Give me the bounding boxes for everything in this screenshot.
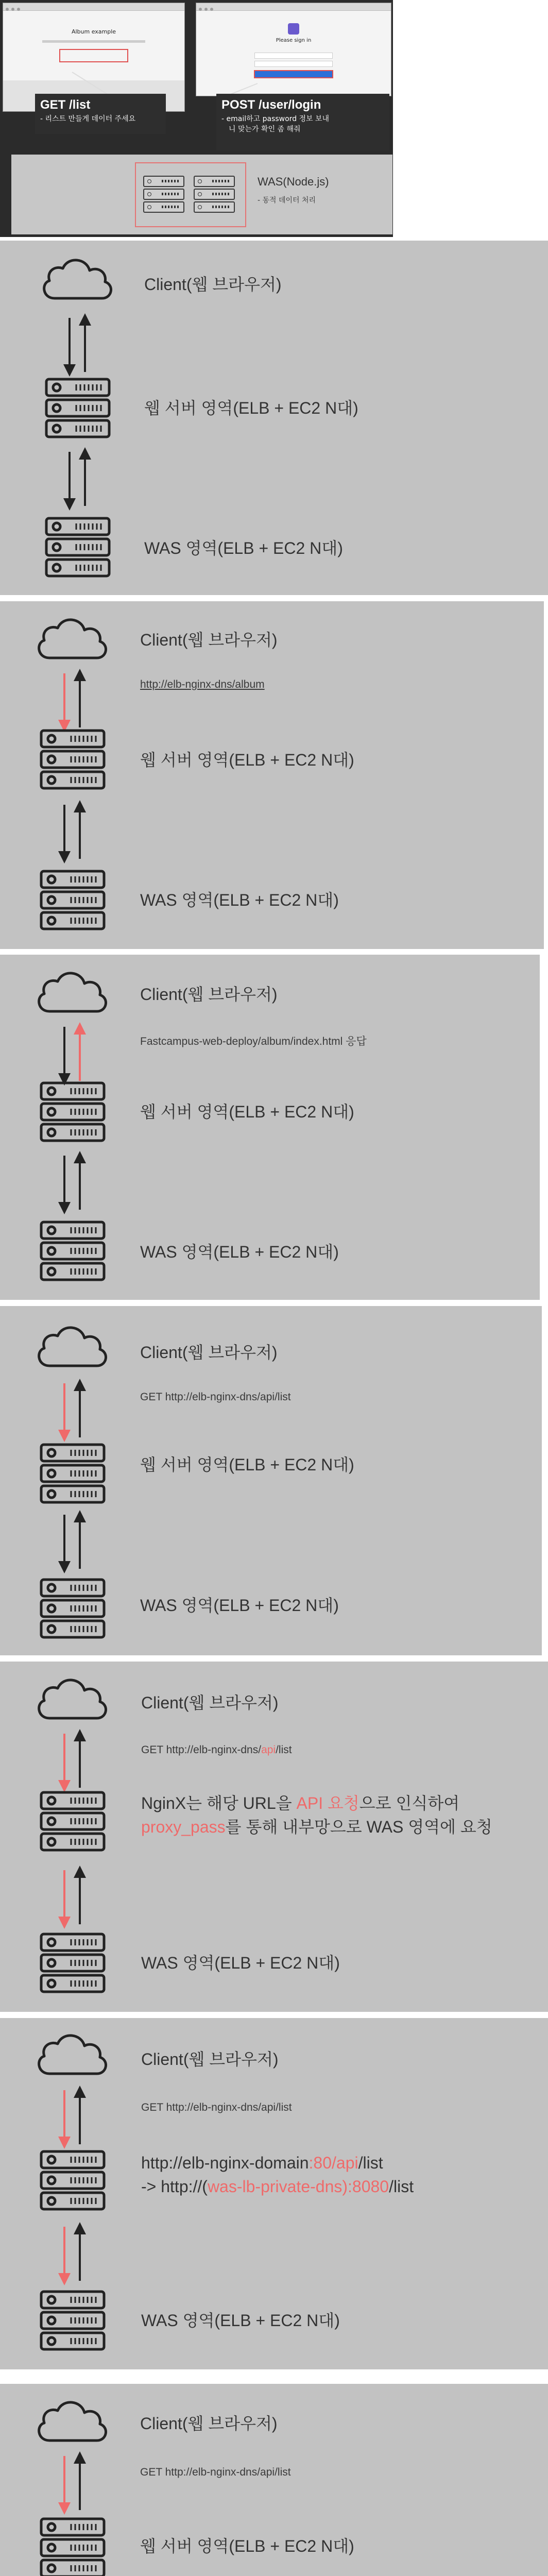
client-label: Client(웹 브라우저) [141, 1693, 279, 1712]
post-login-desc-1: - email하고 password 정보 보내 [221, 115, 330, 123]
request-url: GET http://elb-nginx-dns/api/list [141, 1744, 292, 1756]
get-list-callout [35, 94, 166, 134]
post-login-desc-2: 니 맞는가 확인 좀 해줘 [229, 125, 301, 133]
client-web-arrows [54, 1022, 90, 1086]
login-page-title: Please sign in [276, 38, 312, 43]
album-page-title: Album example [71, 28, 116, 35]
was-server-icon [39, 1578, 106, 1639]
was-label: WAS 영역(ELB + EC2 N대) [141, 2311, 340, 2330]
web-was-arrows [54, 2222, 90, 2286]
client-label: Client(웹 브라우저) [140, 985, 278, 1004]
was-area [11, 155, 392, 234]
flow-panel-4 [0, 1306, 542, 1655]
was-label: WAS 영역(ELB + EC2 N대) [141, 1954, 340, 1972]
client-web-arrows [54, 2085, 90, 2149]
was-server-icon [39, 1220, 106, 1282]
proxy-pass-highlight: proxy_pass [141, 1818, 226, 1836]
flow-panel-3 [0, 955, 540, 1300]
port-api-highlight: :80/api [309, 2154, 358, 2172]
web-server-label: 웹 서버 영역(ELB + EC2 N대) [140, 2537, 354, 2555]
client-web-arrows [54, 2451, 90, 2515]
web-was-arrows [54, 1865, 90, 1929]
proxy-rewrite-note: http://elb-nginx-domain:80/api/list -> http://(was-lb-private-dns):8080/list [141, 2154, 414, 2196]
client-cloud-icon [34, 613, 111, 664]
was-server-icon [39, 869, 106, 931]
flow-panel-7 [0, 2384, 548, 2576]
post-login-title: POST /user/login [221, 98, 321, 112]
request-url: GET http://elb-nginx-dns/api/list [140, 2466, 291, 2478]
flow-panel-5 [0, 1662, 548, 2012]
client-label: Client(웹 브라우저) [140, 631, 278, 649]
api-segment: api [261, 1744, 276, 1756]
was-label: WAS 영역(ELB + EC2 N대) [144, 539, 343, 557]
was-label: WAS 영역(ELB + EC2 N대) [140, 1243, 339, 1261]
client-web-arrows [54, 1728, 90, 1793]
web-server-label: 웹 서버 영역(ELB + EC2 N대) [140, 1455, 354, 1474]
post-login-callout [216, 94, 389, 150]
client-cloud-icon [39, 253, 116, 304]
web-server-icon [39, 2517, 106, 2576]
web-was-arrows [54, 1150, 90, 1215]
client-web-arrows [54, 1378, 90, 1443]
was-label: WAS 영역(ELB + EC2 N대) [140, 1596, 339, 1615]
client-label: Client(웹 브라우저) [141, 2050, 279, 2069]
client-web-arrows [54, 668, 90, 733]
client-label: Client(웹 브라우저) [140, 1343, 278, 1362]
was-server-icon [39, 2290, 106, 2351]
web-server-icon [39, 1081, 106, 1143]
request-url[interactable]: http://elb-nginx-dns/album [140, 679, 265, 690]
web-server-icon [39, 1443, 106, 1504]
web-server-label: 웹 서버 영역(ELB + EC2 N대) [140, 1103, 354, 1121]
client-cloud-icon [34, 2028, 111, 2080]
get-list-desc: - 리스트 만들게 데이터 주세요 [40, 115, 136, 123]
web-server-icon [44, 377, 111, 439]
was-server-1 [143, 176, 184, 210]
client-cloud-icon [34, 1320, 111, 1372]
architecture-screenshot [0, 0, 393, 237]
was-dns-highlight: was-lb-private-dns):8080 [207, 2177, 389, 2196]
was-server-icon [39, 1932, 106, 1994]
request-url: GET http://elb-nginx-dns/api/list [141, 2102, 292, 2113]
flow-panel-6 [0, 2018, 548, 2369]
client-cloud-icon [34, 966, 111, 1018]
flow-panel-2 [0, 601, 544, 949]
request-url: GET http://elb-nginx-dns/api/list [140, 1391, 291, 1403]
client-label: Client(웹 브라우저) [144, 275, 282, 294]
client-label: Client(웹 브라우저) [140, 2414, 278, 2433]
client-cloud-icon [34, 1673, 111, 1724]
web-server-icon [39, 1790, 106, 1852]
was-server-2 [194, 176, 235, 210]
flow-panel-1 [0, 241, 548, 595]
web-was-arrows [54, 1510, 90, 1574]
web-server-label: 웹 서버 영역(ELB + EC2 N대) [144, 399, 358, 417]
nginx-routing-note: NginX는 해당 URL을 API 요청으로 인식하여 proxy_pass를 통해 내부망으로 WAS 영역에 요청 [141, 1794, 492, 1836]
client-web-arrows [59, 313, 95, 377]
web-was-arrows [54, 800, 90, 864]
api-request-highlight: API 요청 [296, 1794, 359, 1812]
get-list-title: GET /list [40, 98, 91, 112]
web-server-icon [39, 2149, 106, 2211]
was-title: WAS(Node.js) [258, 175, 329, 188]
web-was-arrows [59, 447, 95, 511]
response-path: Fastcampus-web-deploy/album/index.html 응답 [140, 1036, 367, 1047]
was-desc: - 동적 데이터 처리 [258, 196, 316, 205]
web-server-label: 웹 서버 영역(ELB + EC2 N대) [140, 751, 354, 769]
was-server-icon [44, 516, 111, 578]
web-server-icon [39, 728, 106, 790]
was-highlight-box [135, 162, 246, 227]
was-label: WAS 영역(ELB + EC2 N대) [140, 891, 339, 909]
client-cloud-icon [34, 2395, 111, 2447]
